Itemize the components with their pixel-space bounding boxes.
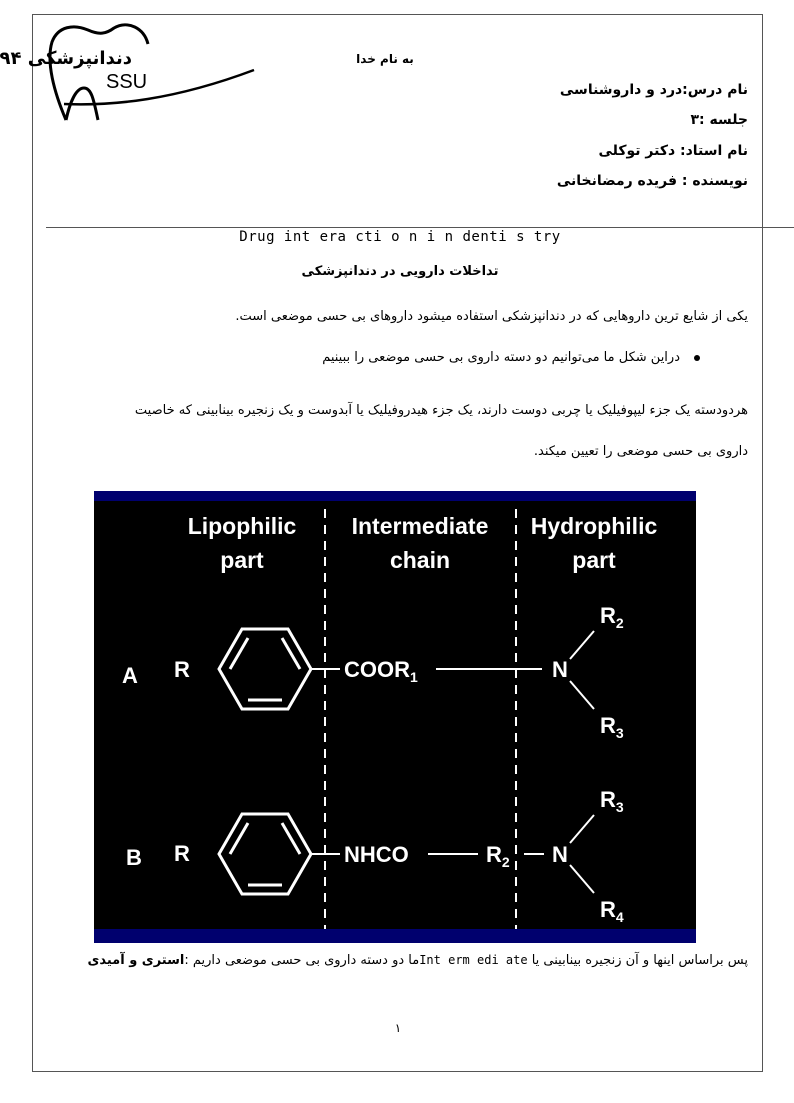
r-top-b: $R_3$ bbox=[600, 787, 624, 815]
session-number: جلسه :۳ bbox=[690, 112, 748, 128]
title-persian: تداخلات دارویی در دندانپزشکی bbox=[301, 264, 499, 279]
r-top-a: $R_2$ bbox=[600, 603, 624, 631]
diagram-bottom-band bbox=[94, 929, 696, 943]
logo-text: دندانپزشکی ۹۴ bbox=[0, 48, 132, 69]
header-divider bbox=[46, 227, 794, 228]
label-a: A bbox=[122, 663, 138, 688]
paragraph-2-line-2: داروی بی حسی موضعی را تعیین میکند. bbox=[533, 444, 748, 459]
header-lipophilic: Lipophilic bbox=[187, 513, 297, 539]
r-bottom-a: $R_3$ bbox=[600, 713, 624, 741]
title-english: Drug int era cti o n i n denti s try bbox=[239, 229, 561, 245]
logo-abbr: SSU bbox=[106, 71, 148, 93]
r-group-b: R bbox=[174, 841, 190, 866]
conclusion-part-2: ما دو دسته داروی بی حسی موضعی داریم : bbox=[184, 953, 420, 968]
header-lipophilic-part: part bbox=[220, 547, 264, 573]
basmala: به نام خدا bbox=[356, 52, 414, 66]
course-name: نام درس:درد و داروشناسی bbox=[559, 82, 748, 98]
conclusion-term: Int erm edi ate bbox=[419, 953, 528, 967]
r-mid-b: $R_2$ bbox=[486, 842, 510, 870]
bullet-item bbox=[322, 350, 700, 365]
paragraph-2-line-1: هردودسته یک جزء لیپوفیلیک یا چربی دوست دارند، یک جزء هیدروفیلیک یا آبدوست و یک زنجیره بینابینی که خاصیت bbox=[134, 403, 748, 418]
nitrogen-a: N bbox=[552, 657, 568, 682]
page-number: ۱ bbox=[394, 1021, 402, 1035]
link-b: NHCO bbox=[344, 842, 409, 867]
paragraph-1: یکی از شایع ترین داروهایی که در دندانپزشکی استفاده میشود داروهای بی حسی موضعی است. bbox=[235, 309, 748, 324]
r-group-a: R bbox=[174, 657, 190, 682]
conclusion-bold: استری و آمیدی bbox=[87, 953, 185, 968]
logo bbox=[0, 22, 274, 126]
header-intermediate: Intermediate bbox=[351, 513, 489, 539]
header-intermediate-chain: chain bbox=[389, 547, 451, 573]
diagram-top-band bbox=[94, 491, 696, 501]
conclusion-line bbox=[46, 953, 748, 968]
nitrogen-b: N bbox=[552, 842, 568, 867]
r-bottom-b: $R_4$ bbox=[600, 897, 624, 925]
link-a: $COOR_1$ bbox=[344, 657, 418, 685]
label-b: B bbox=[126, 845, 142, 870]
bullet-dot-icon bbox=[694, 355, 700, 361]
bullet-text: دراین شکل ما می‌توانیم دو دسته داروی بی حسی موضعی را ببینیم bbox=[322, 350, 680, 365]
author-name: نویسنده : فریده رمضانخانی bbox=[556, 173, 748, 189]
conclusion-part-1: پس براساس اینها و آن زنجیره بینابینی یا bbox=[527, 953, 748, 968]
local-anesthetic-structure-diagram bbox=[94, 491, 696, 943]
header-hydrophilic: Hydrophilic bbox=[530, 513, 658, 539]
instructor-name: نام استاد: دکتر توکلی bbox=[598, 143, 748, 159]
header-hydrophilic-part: part bbox=[572, 547, 616, 573]
